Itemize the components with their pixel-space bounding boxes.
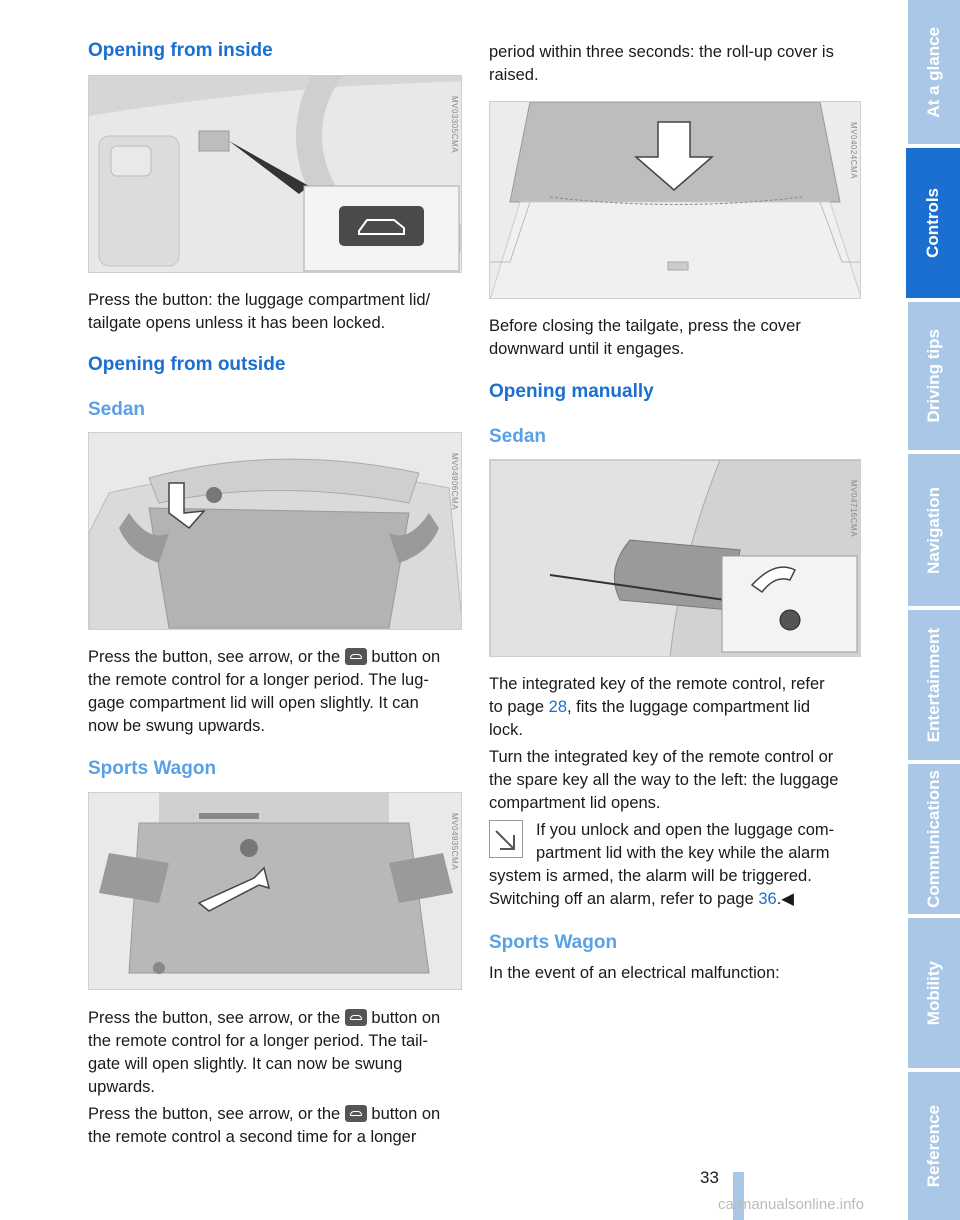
key-paragraph-line2: to page 28, fits the luggage compartment lid: [489, 698, 811, 716]
subheading-sports-wagon: Sports Wagon: [88, 758, 217, 779]
rollup-cover-figure: [489, 101, 861, 299]
wagon2-paragraph-line2: the remote control a second time for a longer: [88, 1128, 417, 1146]
wagon-paragraph-line4: upwards.: [88, 1078, 155, 1096]
subheading-sedan-manual: Sedan: [489, 426, 547, 447]
sedan-paragraph-line1: Press the button, see arrow, or the button on: [88, 648, 441, 666]
heading-opening-manually: Opening manually: [489, 381, 654, 402]
inside-paragraph-line1: Press the button: the luggage compartment lid/: [88, 291, 431, 309]
subheading-sedan: Sedan: [88, 399, 146, 420]
section-sidebar: [908, 0, 960, 1220]
wagon-paragraph-line1: Press the button, see arrow, or the button on: [88, 1009, 441, 1027]
figure-code: MV04024CMA: [849, 122, 858, 180]
tab-label: Mobility: [924, 960, 943, 1026]
key-paragraph-line1: The integrated key of the remote control, refer: [489, 675, 825, 693]
figure-code: MV04906CMA: [450, 453, 459, 511]
figure-code: MV04716CMA: [849, 480, 858, 538]
tab-label: Controls: [923, 188, 942, 258]
figure-code: MV04935CMA: [450, 813, 459, 871]
wagon-paragraph-line3: gate will open slightly. It can now be swung: [88, 1055, 403, 1073]
tab-communications[interactable]: [908, 764, 960, 914]
tab-label: Reference: [924, 1104, 943, 1188]
page-number: 33: [700, 1168, 719, 1187]
remote-trunk-button-icon: [345, 1009, 367, 1026]
closing-paragraph-line1: Before closing the tailgate, press the cover: [489, 317, 801, 335]
watermark-text: carmanualsonline.info: [718, 1196, 864, 1213]
tab-reference[interactable]: [908, 1072, 960, 1220]
note-icon: [489, 820, 523, 858]
subheading-sports-wagon-manual: Sports Wagon: [489, 932, 618, 953]
sedan-paragraph-line4: now be swung upwards.: [88, 717, 266, 735]
continued-paragraph-line1: period within three seconds: the roll-up cover is: [489, 43, 834, 61]
sedan-trunk-figure: [88, 432, 462, 630]
figure-code: MV03305CMA: [450, 96, 459, 154]
sedan-paragraph-line2: the remote control for a longer period. The lug-: [88, 671, 429, 689]
remote-trunk-button-icon: [345, 1105, 367, 1122]
tab-controls[interactable]: [906, 148, 960, 298]
electrical-paragraph: In the event of an electrical malfunction:: [489, 964, 780, 982]
page-link-36[interactable]: 36: [758, 890, 777, 908]
tab-driving-tips[interactable]: [908, 302, 960, 450]
tab-label: Entertainment: [924, 627, 943, 743]
wagon-paragraph-line2: the remote control for a longer period. The tail-: [88, 1032, 428, 1050]
turn-paragraph-line2: the spare key all the way to the left: the luggage: [489, 771, 839, 789]
tab-label: Driving tips: [924, 329, 943, 423]
note-paragraph-line3: system is armed, the alarm will be triggered.: [489, 867, 812, 885]
heading-opening-outside: Opening from outside: [88, 354, 286, 375]
key-lock-figure: [489, 459, 861, 657]
wagon2-paragraph-line1: Press the button, see arrow, or the button on: [88, 1105, 441, 1123]
key-paragraph-line3: lock.: [489, 721, 523, 739]
note-paragraph-line2: partment lid with the key while the alarm: [536, 844, 830, 862]
tab-entertainment[interactable]: [908, 610, 960, 760]
tab-label: Communications: [924, 770, 943, 908]
note-paragraph-line1: If you unlock and open the luggage com-: [536, 821, 835, 839]
tab-label: At a glance: [924, 26, 943, 118]
tab-mobility[interactable]: [908, 918, 960, 1068]
continued-paragraph-line2: raised.: [489, 66, 539, 84]
turn-paragraph-line3: compartment lid opens.: [489, 794, 661, 812]
heading-opening-inside: Opening from inside: [88, 40, 273, 61]
interior-button-figure: [88, 75, 462, 273]
tab-navigation[interactable]: [908, 454, 960, 606]
tab-label: Navigation: [924, 486, 943, 574]
turn-paragraph-line1: Turn the integrated key of the remote control or: [489, 748, 834, 766]
note-paragraph-line4: Switching off an alarm, refer to page 36.◀: [489, 890, 794, 908]
closing-paragraph-line2: downward until it engages.: [489, 340, 685, 358]
remote-trunk-button-icon: [345, 648, 367, 665]
tab-at-a-glance[interactable]: [908, 0, 960, 144]
page-link-28[interactable]: 28: [548, 698, 567, 716]
inside-paragraph-line2: tailgate opens unless it has been locked.: [88, 314, 386, 332]
sedan-paragraph-line3: gage compartment lid will open slightly. It can: [88, 694, 419, 712]
wagon-tailgate-figure: [88, 792, 462, 990]
